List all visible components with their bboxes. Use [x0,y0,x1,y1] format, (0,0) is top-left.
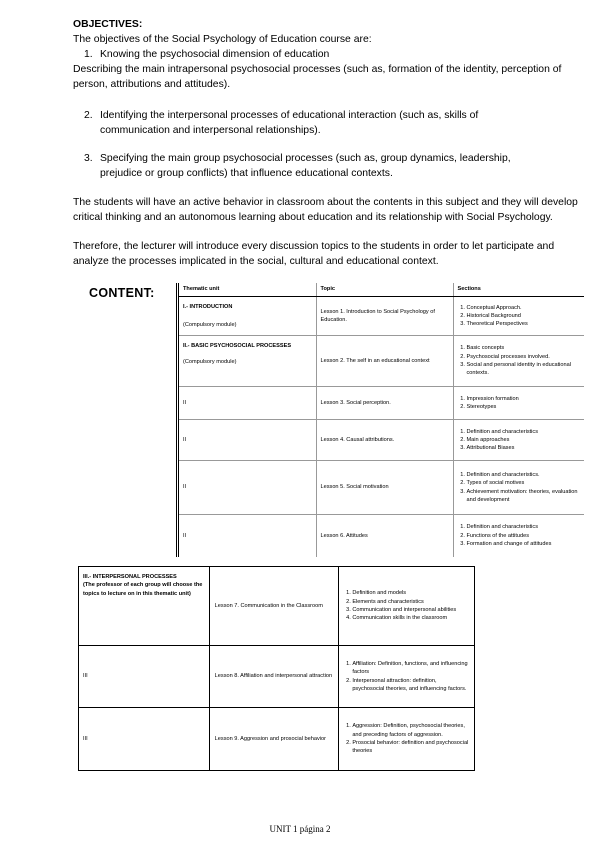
section-item: 1. Definition and characteristics [467,523,581,531]
unit-cell: II [179,420,316,461]
objectives-intro: The objectives of the Social Psychology of Education course are: [73,34,372,45]
section-item: 2. Prosocial behavior: definition and psychosocial theories [352,739,470,756]
unit-title: III.- INTERPERSONAL PROCESSES [83,574,177,580]
section-item: 2. Types of social motives [467,479,581,487]
paragraph-active-behavior: The students will have an active behavior in classroom about the contents in this subject and they will develop critical thinking and an autonomous learning about education and its relationship with Social Psychology. [73,197,578,223]
unit-cell: II [179,387,316,420]
page-footer: UNIT 1 página 2 [269,824,331,834]
topic-cell: Lesson 2. The self in an educational context [316,336,453,387]
section-item: 3. Attributional Biases [467,444,581,452]
unit-cell [179,336,316,387]
section-item: 2. Main approaches [467,436,581,444]
section-item: 2. Psychosocial processes involved. [467,353,581,361]
section-item: 2. Elements and characteristics [352,598,470,606]
sections-cell [339,708,475,771]
topic-cell: Lesson 7. Communication in the Classroom [209,567,339,646]
content-table-continued [78,566,475,771]
content-heading: CONTENT: [89,286,155,300]
table-row [79,567,475,646]
paragraph-lecturer: Therefore, the lecturer will introduce every discussion topics to the students in order to let participate and analyze the processes implicated in the social, cultural and educational context. [73,241,555,267]
section-item: 1. Definition and characteristics [467,428,581,436]
topic-cell: Lesson 1. Introduction to Social Psychology of Education. [316,297,453,336]
objective-number: 2. [84,110,93,121]
table-row [179,297,584,336]
section-item: 3. Social and personal identity in educational contexts. [467,361,581,378]
unit-title: I.- INTRODUCTION [183,304,233,310]
sections-cell [453,387,584,420]
sections-cell [453,515,584,557]
sections-cell [339,646,475,708]
table-header-row [179,283,584,297]
table-row [79,708,475,771]
section-item: 4. Communication skills in the classroom [352,614,470,622]
sections-cell [339,567,475,646]
objective-text: Specifying the main group psychosocial processes (such as, group dynamics, leadership, prejudice or group conflicts) that influence educational contexts. [100,153,511,179]
section-item: 1. Affiliation: Definition, functions, and influencing factors [352,660,470,677]
content-table [179,283,584,557]
unit-note: (Compulsory module) [183,322,237,329]
objective-1-description: Describing the main intrapersonal psychosocial processes (such as, formation of the identity, perception of person, attributions and attitudes). [73,64,562,90]
table-row [179,336,584,387]
section-item: 1. Definition and models [352,589,470,597]
objective-number: 1. [84,49,93,60]
table-row [79,646,475,708]
topic-cell: Lesson 8. Affiliation and interpersonal attraction [209,646,339,708]
header-topic: Topic [316,283,453,297]
header-thematic-unit: Thematic unit [179,283,316,297]
sections-cell [453,461,584,515]
header-sections: Sections [453,283,584,297]
topic-cell: Lesson 4. Causal attributions. [316,420,453,461]
unit-cell: III [79,708,210,771]
unit-cell: II [183,532,187,539]
section-item: 3. Communication and interpersonal abilities [352,606,470,614]
unit-cell: III [79,646,210,708]
table-row [179,515,584,557]
unit-cell [179,297,316,336]
section-item: 1. Definition and characteristics. [467,471,581,479]
table-row [179,461,584,515]
section-item: 3. Achievement motivation: theories, evaluation and development [467,488,581,505]
objective-text: Knowing the psychosocial dimension of education [100,49,330,60]
section-item: 1. Impression formation [467,395,581,403]
sections-cell [453,297,584,336]
section-item: 2. Functions of the attitudes [467,532,581,540]
section-item: 3. Theoretical Perspectives [467,320,581,328]
sections-cell [453,420,584,461]
topic-cell: Lesson 9. Aggression and prosocial behavior [209,708,339,771]
sections-cell [453,336,584,387]
table-row [179,420,584,461]
section-item: 1. Conceptual Approach. [467,304,581,312]
unit-cell: II [179,461,316,515]
section-item: 1. Basic concepts [467,344,581,352]
objective-number: 3. [84,153,93,164]
objectives-heading: OBJECTIVES: [73,19,143,30]
topic-cell: Lesson 6. Attitudes [316,515,453,557]
section-item: 3. Formation and change of attitudes [467,540,581,548]
topic-cell: Lesson 5. Social motivation [316,461,453,515]
unit-note: (Compulsory module) [183,359,237,366]
section-item: 2. Stereotypes [467,403,581,411]
objective-text: Identifying the interpersonal processes of educational interaction (such as, skills of communication and interpersonal relationships). [100,110,479,136]
section-item: 1. Aggression: Definition, psychosocial theories, and preceding factors of aggression. [352,722,470,739]
section-item: 2. Historical Background [467,312,581,320]
unit-title: II.- BASIC PSYCHOSOCIAL PROCESSES [183,343,292,349]
table-row [179,387,584,420]
unit-cell [79,567,210,646]
topic-cell: Lesson 3. Social perception. [316,387,453,420]
section-item: 2. Interpersonal attraction: definition, psychosocial theories, and influencing factors. [352,677,470,694]
unit-note: (The professor of each group will choose the topics to lecture on in this thematic unit) [83,582,203,597]
